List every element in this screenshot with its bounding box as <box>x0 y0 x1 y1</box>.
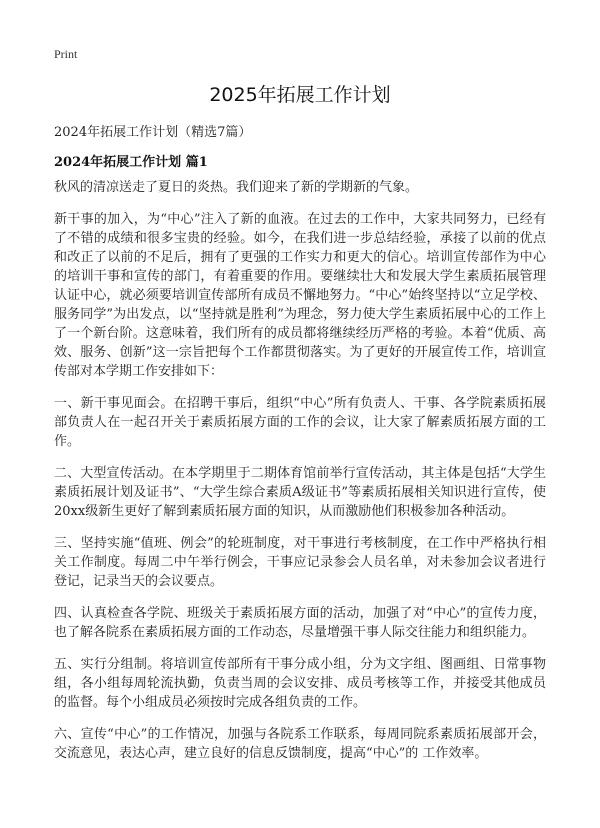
page-title: 2025年拓展工作计划 <box>209 84 391 106</box>
paragraph-5: 三、坚持实施“值班、例会”的轮班制度，对干事进行考核制度，在工作中严格执行相关工作制度。每周二中午举行例会，干事应记录参会人员名单，对未参加会议者进行登记，记录当天的会议要点。 <box>54 536 546 589</box>
section-heading: 2024年拓展工作计划 篇1 <box>54 155 208 170</box>
print-link[interactable]: Print <box>54 47 78 61</box>
document-body <box>54 178 546 776</box>
paragraph-1: 秋风的清凉送走了夏日的炎热。我们迎来了新的学期新的气象。 <box>54 180 419 195</box>
paragraph-6: 四、认真检查各学院、班级关于素质拓展方面的活动，加强了对“中心”的宣传力度，也了解各院系在素质拓展方面的工作动态，尽量增强干事人际交往能力和组织能力。 <box>54 606 546 640</box>
paragraph-4: 二、大型宣传活动。在本学期里于二期体育馆前举行宣传活动，其主体是包括“大学生素质拓展计划及证书”、“大学生综合素质A级证书”等素质拓展相关知识进行宣传，使20xx级新生更好了解到素质拓展方面的知识，从而激励他们积极参加各种活动。 <box>54 466 546 519</box>
paragraph-8: 六、宣传“中心”的工作情况，加强与各院系工作联系，每周同院系素质拓展部开会，交流意见，表达心声，建立良好的信息反馈制度，提高“中心”的 工作效率。 <box>54 727 546 761</box>
document-subtitle: 2024年拓展工作计划（精选7篇） <box>54 125 252 140</box>
paragraph-2: 新干事的加入，为“中心”注入了新的血液。在过去的工作中，大家共同努力，已经有了不错的成绩和很多宝贵的经验。如今，在我们进一步总结经验，承接了以前的优点和改正了以前的不足后，拥有了更强的工作实力和更大的信心。培训宣传部作为中心的培训干事和宣传的部门，有着重要的作用。要继续壮大和发展大学生素质拓展管理认证中心，就必须要培训宣传部所有成员不懈地努力。“中心”始终坚持以“立足学校、服务同学”为出发点，以“坚持就是胜利”为理念，努力使大学生素质拓展中心的工作上了一个新台阶。这意味着，我们所有的成员都将继续经历严格的考验。本着“优质、高效、服务、创新”这一宗旨把每个工作都贯彻落实。为了更好的开展宣传工作，培训宣传部对本学期工作安排如下： <box>54 212 546 379</box>
paragraph-7: 五、实行分组制。将培训宣传部所有干事分成小组，分为文字组、图画组、日常事物组，各小组每周轮流执勤，负责当周的会议安排、成员考核等工作，并接受其他成员的监督。每个小组成员必须按时完成各组负责的工作。 <box>54 657 546 710</box>
paragraph-3: 一、新干事见面会。在招聘干事后，组织“中心”所有负责人、干事、各学院素质拓展部负责人在一起召开关于素质拓展方面的工作的会议，让大家了解素质拓展方面的工作。 <box>54 396 546 449</box>
